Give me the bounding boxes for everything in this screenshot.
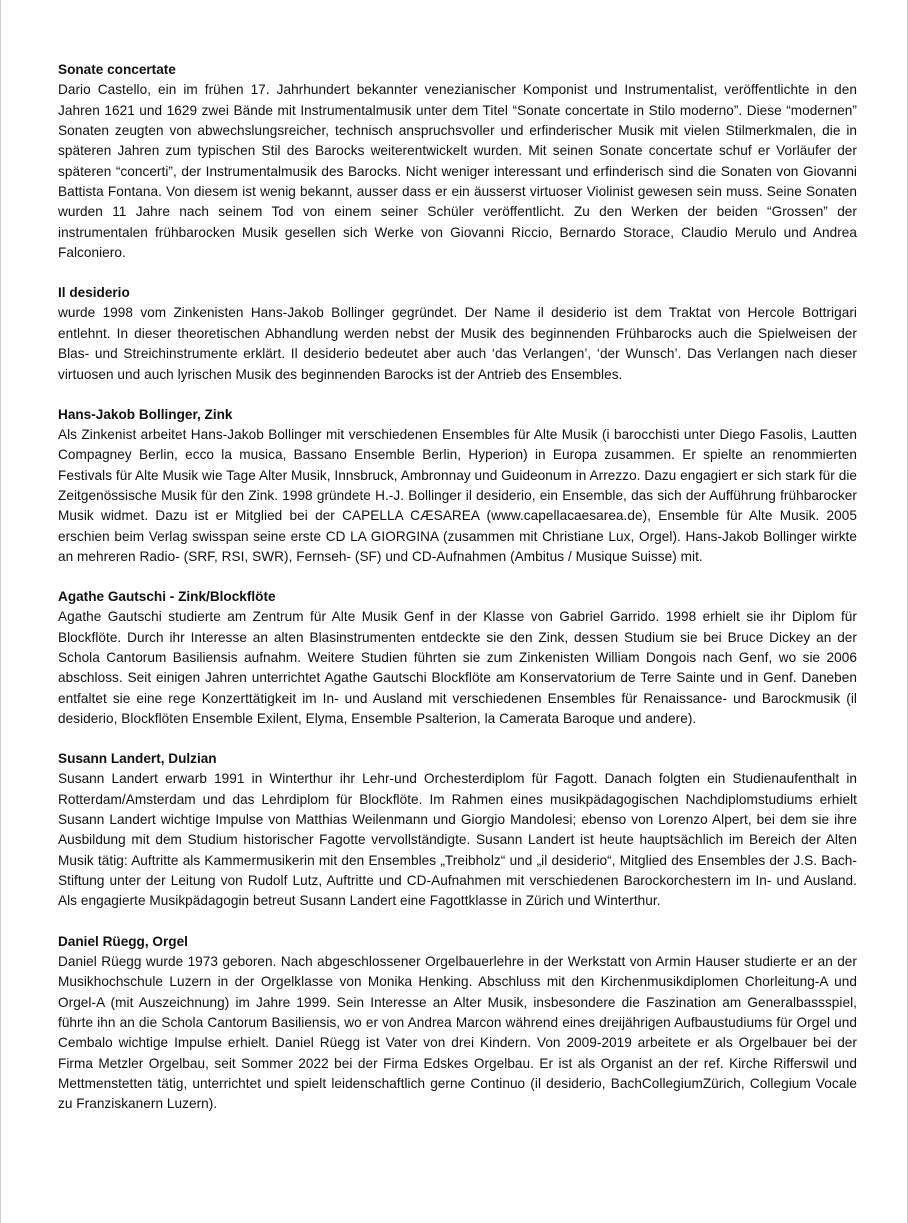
section-body: Als Zinkenist arbeitet Hans-Jakob Bollinger mit verschiedenen Ensembles für Alte Musik (i barocchisti unter Diego Fasolis, Lautten Compagney Berlin, ecco la musica, Bassano Ensemble Berlin, Hyperion) in Europa zusammen. Er spielte an renommierten Festivals für Alte Musik wie Tage Alter Musik, Innsbruck, Ambronnay und Guideonum in Arrezzo. Dazu engagiert er sich stark für die Zeitgenössische Musik für den Zink. 1998 gründete H.-J. Bollinger il desiderio, ein Ensemble, das sich der Aufführung frühbarocker Musik widmet. Dazu ist er Mitglied bei der CAPELLA CÆSAREA (www.capellacaesarea.de), Ensemble für Alte Musik. 2005 erschien beim Verlag swisspan seine erste CD LA GIORGINA (zusammen mit Christiane Lux, Orgel). Hans-Jakob Bollinger wirkte an mehreren Radio- (SRF, RSI, SWR), Fernseh- (SF) und CD-Aufnahmen (Ambitus / Musique Suisse) mit. xyxy=(58,426,857,564)
section-body: Susann Landert erwarb 1991 in Winterthur ihr Lehr-und Orchesterdiplom für Fagott. Danach folgten ein Studienaufenthalt in Rotterdam/Amsterdam und das Lehrdiplom für Blockflöte. Im Rahmen eines musikpädagogischen Nachdiplomstudiums erhielt Susann Landert wichtige Impulse von Matthias Weilenmann und Giorgio Mandolesi; ebenso von Lorenzo Alpert, bei dem sie ihre Ausbildung mit dem Studium historischer Fagotte vervollständigte. Susann Landert ist heute hauptsächlich im Bereich der Alten Musik tätig: Auftritte als Kammermusikerin mit den Ensembles „Treibholz“ und „il desiderio“, Mitglied des Ensembles der J.S. Bach- Stiftung unter der Leitung von Rudolf Lutz, Auftritte und CD-Aufnahmen mit verschiedenen Barockorchestern im In- und Ausland. Als engagierte Musikpädagogin betreut Susann Landert eine Fagottklasse in Zürich und Winterthur. xyxy=(58,771,857,909)
section-sonate-concertate xyxy=(58,60,857,263)
section-heading: Il desiderio xyxy=(58,285,130,301)
section-daniel-rueegg xyxy=(58,932,857,1115)
section-heading: Sonate concertate xyxy=(58,62,176,77)
section-heading: Daniel Rüegg, Orgel xyxy=(58,933,188,949)
section-body: wurde 1998 vom Zinkenisten Hans-Jakob Bollinger gegründet. Der Name il desiderio ist dem Traktat von Hercole Bottrigari entlehnt. In dieser theoretischen Abhandlung werden nebst der Musik des beginnenden Frühbarocks auch die Spielweisen der Blas- und Streichinstrumente erklärt. Il desiderio bedeutet aber auch ‘das Verlangen’, ‘der Wunsch’. Das Verlangen nach dieser virtuosen und auch lyrischen Musik des beginnenden Barocks ist der Antrieb des Ensembles. xyxy=(58,305,857,382)
section-heading: Agathe Gautschi - Zink/Blockflöte xyxy=(58,588,276,604)
section-body: Dario Castello, ein im frühen 17. Jahrhundert bekannter venezianischer Komponist und Instrumentalist, veröffentlichte in den Jahren 1621 und 1629 zwei Bände mit Instrumentalmusik unter dem Titel “Sonate concertate in Stilo moderno”. Diese “modernen” Sonaten zeugten von abwechslungsreicher, technisch anspruchsvoller und erfinderischer Musik mit vielen Stilmerkmalen, die in späteren Jahren zum typischen Stil des Barocks weiterentwickelt wurden. Mit seinen Sonate concertate schuf er Vorläufer der späteren “concerti”, der Instrumentalmusik des Barocks. Nicht weniger interessant und erfinderisch sind die Sonaten von Giovanni Battista Fontana. Von diesem ist wenig bekannt, ausser dass er ein äusserst virtuoser Violinist gewesen sein muss. Seine Sonaten wurden 11 Jahre nach seinem Tod von einem seiner Schüler veröffentlicht. Zu den Werken der beiden “Grossen” der instrumentalen frühbarocken Musik gesellen sich Werke von Giovanni Riccio, Bernardo Storace, Claudio Merulo und Andrea Falconiero. xyxy=(58,82,857,261)
section-agathe-gautschi xyxy=(58,587,857,729)
section-heading: Susann Landert, Dulzian xyxy=(58,751,217,767)
section-susann-landert xyxy=(58,749,857,912)
section-body: Agathe Gautschi studierte am Zentrum für Alte Musik Genf in der Klasse von Gabriel Garrido. 1998 erhielt sie ihr Diplom für Blockflöte. Durch ihr Interesse an alten Blasinstrumenten entdeckte sie den Zink, dessen Studium sie bei Bruce Dickey an der Schola Cantorum Basiliensis aufnahm. Weitere Studien führten sie zum Zinkenisten William Dongois nach Genf, wo sie 2006 abschloss. Seit einigen Jahren unterrichtet Agathe Gautschi Blockflöte am Konservatorium de Terre Sainte und in Genf. Daneben entfaltet sie eine rege Konzerttätigkeit im In- und Ausland mit verschiedenen Ensembles für Renaissance- und Barockmusik (il desiderio, Blockflöten Ensemble Exilent, Elyma, Ensemble Psalterion, la Camerata Baroque und andere). xyxy=(58,609,857,727)
section-heading: Hans-Jakob Bollinger, Zink xyxy=(58,406,233,422)
section-il-desiderio xyxy=(58,283,857,385)
section-hans-jakob-bollinger xyxy=(58,405,857,568)
section-body: Daniel Rüegg wurde 1973 geboren. Nach abgeschlossener Orgelbauerlehre in der Werkstatt von Armin Hauser studierte er an der Musikhochschule Luzern in der Orgelklasse von Monika Henking. Abschluss mit den Kirchenmusikdiplomen Chorleitung-A und Orgel-A (mit Auszeichnung) im Jahre 1999. Sein Interesse an Alter Musik, insbesondere die Faszination am Generalbassspiel, führte ihn an die Schola Cantorum Basiliensis, wo er von Andrea Marcon während eines dreijährigen Aufbaustudiums für Orgel und Cembalo wichtige Impulse erhielt. Daniel Rüegg ist Vater von drei Kindern. Von 2009-2019 arbeitete er als Orgelbauer bei der Firma Metzler Orgelbau, seit Sommer 2022 bei der Firma Edskes Orgelbau. Er ist als Organist an der ref. Kirche Rifferswil und Mettmenstetten tätig, unterrichtet und spielt leidenschaftlich gerne Continuo (il desiderio, BachCollegiumZürich, Collegium Vocale zu Franziskanern Luzern). xyxy=(58,953,857,1112)
